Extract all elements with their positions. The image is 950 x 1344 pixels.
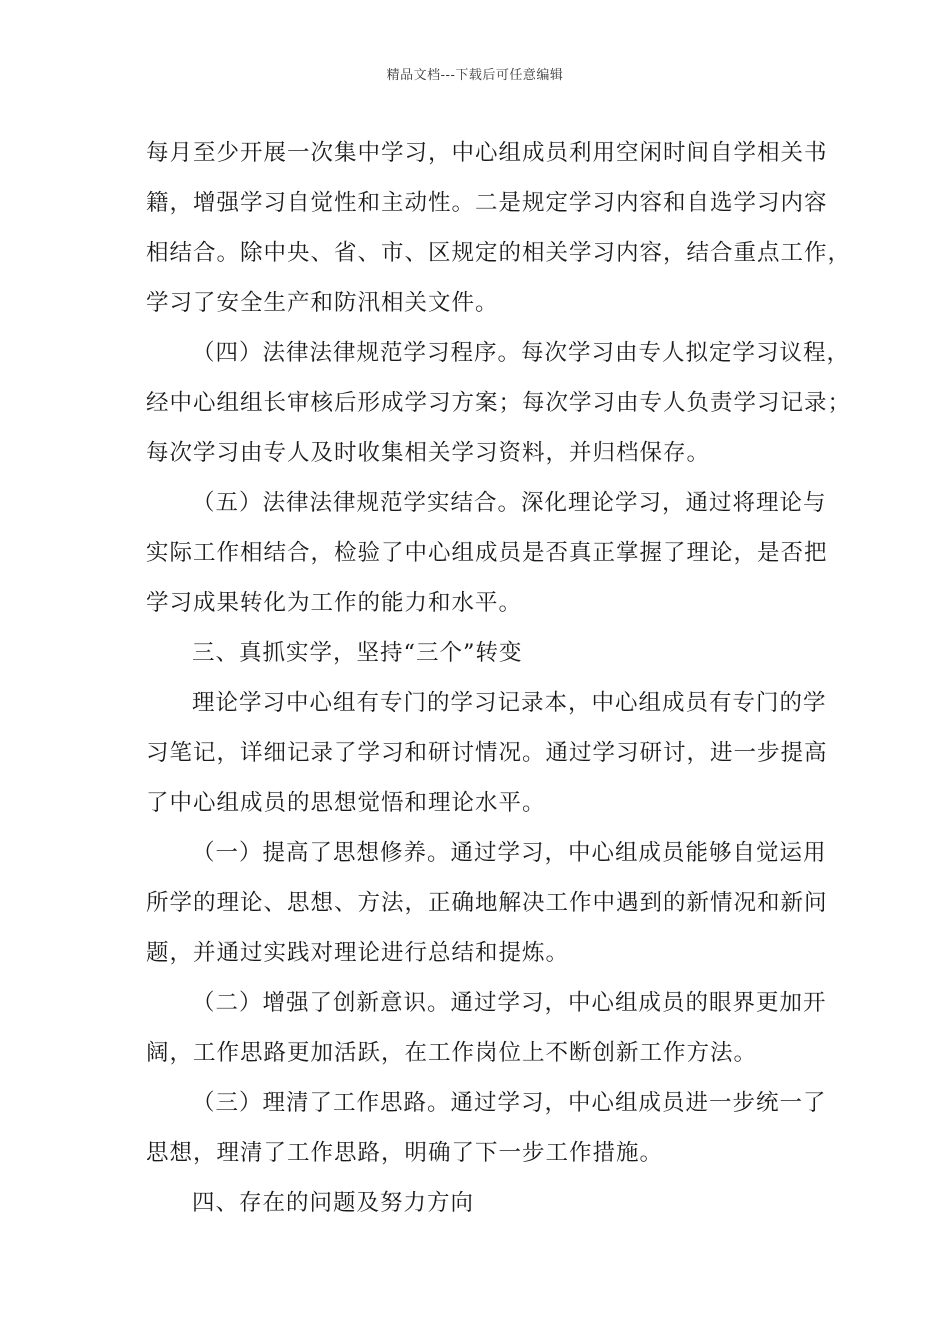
text-line: （四）法律法律规范学习程序。每次学习由专人拟定学习议程， <box>192 340 851 366</box>
text-line: （三）理清了工作思路。通过学习，中心组成员进一步统一了 <box>192 1090 827 1116</box>
document-body <box>146 128 852 1228</box>
text-line: 相结合。除中央、省、市、区规定的相关学习内容，结合重点工作， <box>146 240 852 266</box>
paragraph <box>146 978 827 1078</box>
text-line: 三、真抓实学，坚持“三个”转变 <box>192 640 523 666</box>
text-line: 实际工作相结合，检验了中心组成员是否真正掌握了理论，是否把 <box>146 540 828 566</box>
text-line: 籍，增强学习自觉性和主动性。二是规定学习内容和自选学习内容 <box>146 190 828 216</box>
text-line: 经中心组组长审核后形成学习方案；每次学习由专人负责学习记录； <box>146 390 852 416</box>
text-line: （五）法律法律规范学实结合。深化理论学习，通过将理论与 <box>192 490 827 516</box>
text-line: 阔，工作思路更加活跃，在工作岗位上不断创新工作方法。 <box>146 1040 758 1066</box>
text-line: 学习成果转化为工作的能力和水平。 <box>146 590 523 616</box>
section-heading <box>146 1178 810 1228</box>
text-line: （一）提高了思想修养。通过学习，中心组成员能够自觉运用 <box>192 840 827 866</box>
text-line: 四、存在的问题及努力方向 <box>192 1190 475 1216</box>
section-heading <box>146 628 810 678</box>
text-line: 每次学习由专人及时收集相关学习资料，并归档保存。 <box>146 440 711 466</box>
text-line: 题，并通过实践对理论进行总结和提炼。 <box>146 940 570 966</box>
page-header: 精品文档---下载后可任意编辑 <box>386 68 564 83</box>
paragraph <box>146 1078 827 1178</box>
text-line: 所学的理论、思想、方法，正确地解决工作中遇到的新情况和新问 <box>146 890 828 916</box>
paragraph <box>146 478 828 628</box>
text-line: 学习了安全生产和防汛相关文件。 <box>146 290 499 316</box>
text-line: 每月至少开展一次集中学习，中心组成员利用空闲时间自学相关书 <box>146 140 828 166</box>
paragraph <box>146 678 828 828</box>
text-line: 理论学习中心组有专门的学习记录本，中心组成员有专门的学 <box>192 690 827 716</box>
text-line: 习笔记，详细记录了学习和研讨情况。通过学习研讨，进一步提高 <box>146 740 828 766</box>
text-line: （二）增强了创新意识。通过学习，中心组成员的眼界更加开 <box>192 990 827 1016</box>
paragraph <box>146 828 828 978</box>
paragraph <box>146 328 852 478</box>
text-line: 了中心组成员的思想觉悟和理论水平。 <box>146 790 546 816</box>
paragraph <box>146 128 852 328</box>
text-line: 思想，理清了工作思路，明确了下一步工作措施。 <box>146 1140 664 1166</box>
